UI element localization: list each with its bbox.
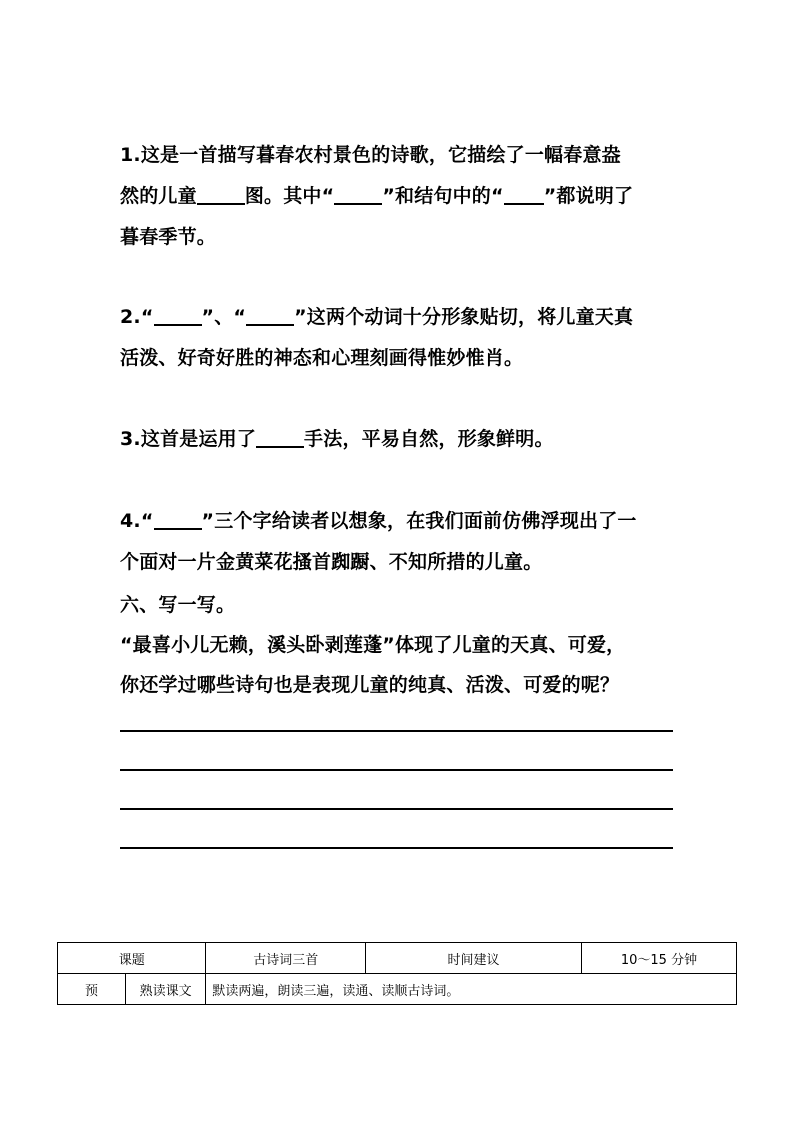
- cell-time-value: 10～15 分钟: [581, 943, 736, 974]
- answer-line-3[interactable]: [120, 808, 673, 810]
- q1-text-a: 然的儿童: [120, 185, 197, 207]
- q3-line-1: [120, 424, 554, 451]
- q2-line-2: 活泼、好奇好胜的神态和心理刻画得惟妙惟肖。: [120, 347, 524, 369]
- q4-blank-1[interactable]: [154, 510, 202, 530]
- lesson-info-table: [57, 942, 737, 1005]
- q2-text-c: ”这两个动词十分形象贴切，将儿童天真: [294, 306, 634, 328]
- cell-task-content: 默读两遍，朗读三遍，读通、读顺古诗词。: [206, 974, 737, 1005]
- q1-blank-1[interactable]: [197, 185, 245, 205]
- section6-prompt-line-2: 你还学过哪些诗句也是表现儿童的纯真、活泼、可爱的呢？: [120, 674, 620, 696]
- cell-preview-label: 预: [58, 974, 126, 1005]
- q1-line-3: 暮春季节。: [120, 226, 217, 248]
- q2-text-b: ”、“: [201, 306, 247, 328]
- answer-line-2[interactable]: [120, 769, 673, 771]
- cell-task-label: 熟读课文: [125, 974, 205, 1005]
- section6-heading: 六、写一写。: [120, 594, 236, 616]
- q4-line-1: [120, 506, 637, 533]
- q1-blank-2[interactable]: [334, 185, 382, 205]
- q4-text-b: ”三个字给读者以想象，在我们面前仿佛浮现出了一: [201, 510, 637, 532]
- cell-topic-value: 古诗词三首: [206, 943, 366, 974]
- q2-line-1: [120, 302, 633, 329]
- answer-line-1[interactable]: [120, 730, 673, 732]
- q3-text-a: 3.这首是运用了: [120, 428, 257, 450]
- cell-time-label: 时间建议: [366, 943, 582, 974]
- table-row: [58, 943, 737, 974]
- answer-line-4[interactable]: [120, 847, 673, 849]
- q1-text-b: 图。其中“: [244, 185, 335, 207]
- q3-text-b: 手法，平易自然，形象鲜明。: [304, 428, 554, 450]
- q1-text-c: ”和结句中的“: [382, 185, 504, 207]
- q2-blank-1[interactable]: [154, 306, 202, 326]
- q3-blank-1[interactable]: [256, 428, 304, 448]
- q4-line-2: 个面对一片金黄菜花搔首踟蹰、不知所措的儿童。: [120, 551, 543, 573]
- q1-text-d: ”都说明了: [543, 185, 634, 207]
- q2-text-a: 2.“: [120, 306, 154, 328]
- q2-blank-2[interactable]: [246, 306, 294, 326]
- q1-blank-3[interactable]: [504, 185, 544, 205]
- section6-prompt-line-1: “最喜小儿无赖，溪头卧剥莲蓬”体现了儿童的天真、可爱，: [120, 634, 626, 656]
- table-row: [58, 974, 737, 1005]
- q4-text-a: 4.“: [120, 510, 154, 532]
- q1-line-1: 1.这是一首描写暮春农村景色的诗歌，它描绘了一幅春意盎: [120, 144, 621, 166]
- q1-line-2: [120, 181, 633, 208]
- cell-topic-label: 课题: [58, 943, 206, 974]
